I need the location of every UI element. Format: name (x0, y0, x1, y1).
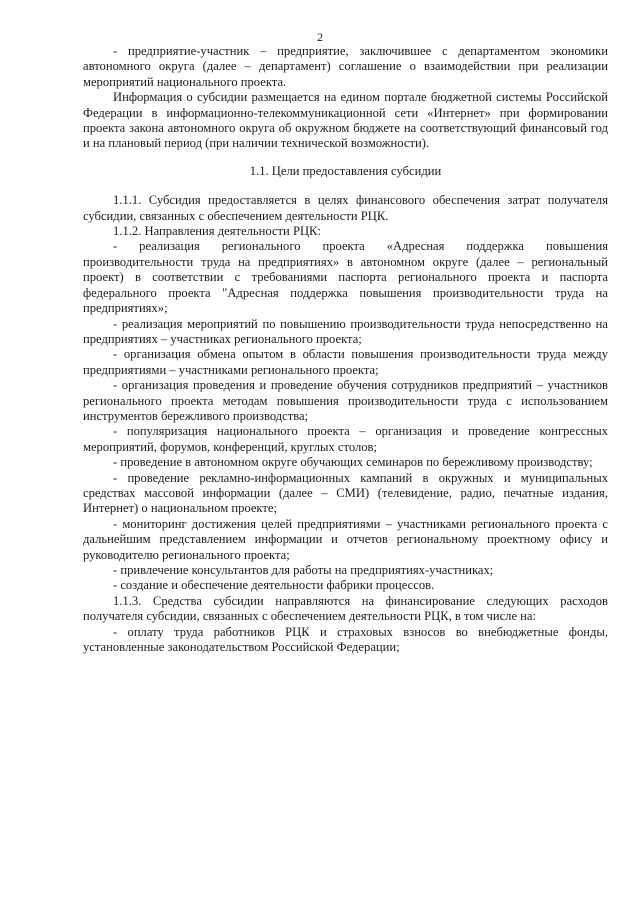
list-item-consultants: - привлечение консультантов для работы на предприятиях-участниках; (113, 563, 494, 577)
list-item-process-factory: - создание и обеспечение деятельности фабрики процессов. (113, 578, 435, 593)
list-item-productivity-measures: - реализация мероприятий по повышению производительности труда непосредственно на предприятиях – участниках регионального проекта; (83, 316, 608, 346)
document-body (83, 44, 608, 655)
paragraph-1-1-3: 1.1.3. Средства субсидии направляются на финансирование следующих расходов получателя субсидии, связанных с обеспечением деятельности РЦК, в том числе на: (83, 593, 608, 624)
paragraph-1-1-1: 1.1.1. Субсидия предоставляется в целях финансового обеспечения затрат получателя субсидии, связанных с обеспечением деятельности РЦК. (83, 193, 608, 223)
list-item-wages: - оплату труда работников РЦК и страховых взносов во внебюджетные фонды, установленные законодательством Российской Федерации; (83, 624, 608, 655)
list-item-media-campaigns: - проведение рекламно-информационных кампаний в окружных и муниципальных средствах массовой информации (далее – СМИ) (телевидение, радио, печатные издания, Интернет) о национальном проекте; (83, 470, 608, 516)
list-item-seminars: - проведение в автономном округе обучающих семинаров по бережливому производству; (113, 455, 593, 470)
page-number: 2 (317, 30, 323, 44)
paragraph-participant-definition: - предприятие-участник – предприятие, заключившее с департаментом экономики автономного округа (далее – департамент) соглашение о взаимодействии при реализации мероприятий национального проекта. (83, 44, 608, 89)
list-item-popularization: - популяризация национального проекта – организация и проведение конгрессных мероприятий, форумов, конференций, круглых столов; (83, 424, 608, 454)
paragraph-subsidy-information: Информация о субсидии размещается на едином портале бюджетной системы Российской Федерации в информационно-телекоммуникационной сети «Интернет» при формировании проекта закона автономного округа об окружном бюджете на соответствующий финансовый год и на плановый период (при наличии технической возможности). (83, 90, 608, 151)
list-item-staff-training: - организация проведения и проведение обучения сотрудников предприятий – участников регионального проекта методам повышения производительности труда с использованием инструментов бережливого производства; (83, 378, 608, 423)
paragraph-1-1-2: 1.1.2. Направления деятельности РЦК: (113, 224, 321, 239)
section-heading: 1.1. Цели предоставления субсидии (249, 163, 442, 178)
list-item-regional-project: - реализация регионального проекта «Адресная поддержка повышения производительности труда на предприятиях» в автономном округе (далее – региональный проект) в соответствии с требованиями паспорта регионального проекта и паспорта федерального проекта "Адресная поддержка повышения производительности труда на предприятиях»; (83, 239, 608, 316)
list-item-experience-exchange: - организация обмена опытом в области повышения производительности труда между предприятиями – участниками регионального проекта; (83, 347, 608, 377)
list-item-monitoring: - мониторинг достижения целей предприятиями – участниками регионального проекта с дальнейшим представлением информации и отчетов региональному проектному офису и руководителю регионального проекта; (83, 516, 608, 562)
